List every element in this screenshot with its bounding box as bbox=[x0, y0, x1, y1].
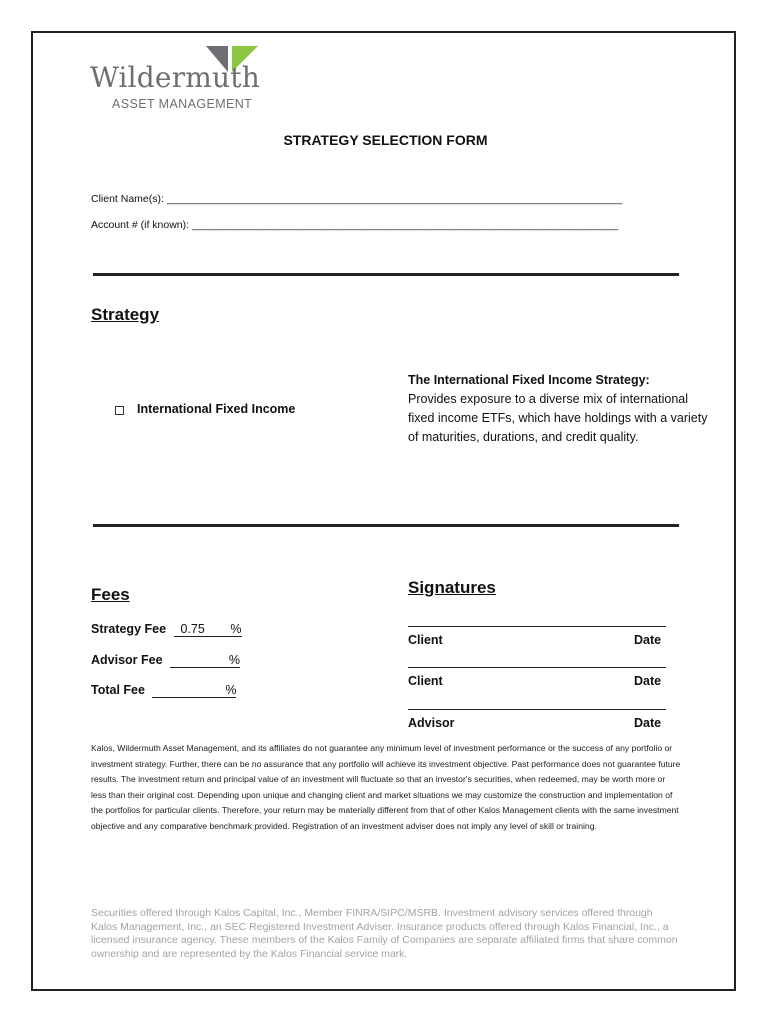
signature-date-advisor: Date bbox=[634, 716, 662, 730]
signature-line-advisor[interactable] bbox=[408, 709, 666, 710]
advisor-fee-label: Advisor Fee bbox=[91, 653, 163, 667]
strategy-checkbox[interactable] bbox=[115, 406, 124, 415]
total-fee-label: Total Fee bbox=[91, 683, 145, 697]
signature-line-client-2[interactable] bbox=[408, 667, 666, 668]
document-page bbox=[31, 31, 736, 991]
advisor-fee-row bbox=[91, 653, 240, 668]
advisor-fee-percent: % bbox=[228, 653, 241, 667]
advisor-fee-input[interactable] bbox=[170, 654, 240, 668]
logo-wordmark: Wildermuth bbox=[90, 61, 260, 94]
form-title: STRATEGY SELECTION FORM bbox=[283, 132, 488, 148]
total-fee-percent: % bbox=[225, 683, 237, 697]
strategy-description bbox=[408, 371, 708, 447]
signature-label-advisor: Advisor bbox=[408, 716, 455, 730]
strategy-fee-row bbox=[91, 622, 242, 637]
total-fee-row bbox=[91, 683, 236, 698]
strategy-heading: Strategy bbox=[91, 305, 160, 324]
strategy-option-label: International Fixed Income bbox=[137, 402, 296, 416]
signature-label-client-2: Client bbox=[408, 674, 443, 688]
signature-line-client-1[interactable] bbox=[408, 626, 666, 627]
strategy-fee-value: 0.75 bbox=[180, 622, 205, 636]
section-divider bbox=[93, 524, 679, 527]
signature-date-client-1: Date bbox=[634, 633, 662, 647]
strategy-description-title: The International Fixed Income Strategy: bbox=[408, 373, 650, 387]
signature-label-client-1: Client bbox=[408, 633, 443, 647]
account-number-field[interactable]: Account # (if known): _________________________________________________________________________ bbox=[91, 219, 619, 231]
signatures-heading: Signatures bbox=[408, 578, 496, 597]
fees-heading: Fees bbox=[91, 585, 130, 604]
total-fee-input[interactable] bbox=[152, 684, 236, 698]
strategy-fee-input[interactable] bbox=[174, 623, 242, 637]
strategy-description-body: Provides exposure to a diverse mix of international fixed income ETFs, which have holdings with a variety of maturities, durations, and credit quality. bbox=[408, 392, 708, 444]
disclaimer-text: Kalos, Wildermuth Asset Management, and its affiliates do not guarantee any minimum level of investment performance or the success of any portfolio or investment strategy. Further, there can be no assurance that any portfolio will achieve its investment objective. Past performance does not guarantee future results. The investment return and principal value of an investment will fluctuate so that an investor's securities, when redeemed, may be worth more or less than their original cost. Depending upon unique and changing client and market situations we may customize the construction and implementation of the portfolios for particular clients. Therefore, your return may be materially different from that of other Kalos Management clients with the same investment objective and any comparative benchmark provided. Registration of an investment adviser does not imply any level of skill or training. bbox=[91, 743, 681, 831]
footer-text: Securities offered through Kalos Capital, Inc., Member FINRA/SIPC/MSRB. Investment advisory services offered through Kalos Management, Inc., an SEC Registered Investment Adviser. Insurance products offered through Kalos Financial, Inc., a licensed insurance agency. These members of the Kalos Family of Companies are separate affiliated firms that share common ownership and are represented by the Kalos Financial service mark. bbox=[91, 907, 678, 960]
strategy-fee-percent: % bbox=[230, 622, 242, 636]
section-divider bbox=[93, 273, 679, 276]
strategy-fee-label: Strategy Fee bbox=[91, 622, 167, 636]
client-name-field[interactable]: Client Name(s): ______________________________________________________________________________ bbox=[91, 193, 623, 205]
signature-date-client-2: Date bbox=[634, 674, 662, 688]
logo-subtitle: ASSET MANAGEMENT bbox=[112, 97, 253, 111]
